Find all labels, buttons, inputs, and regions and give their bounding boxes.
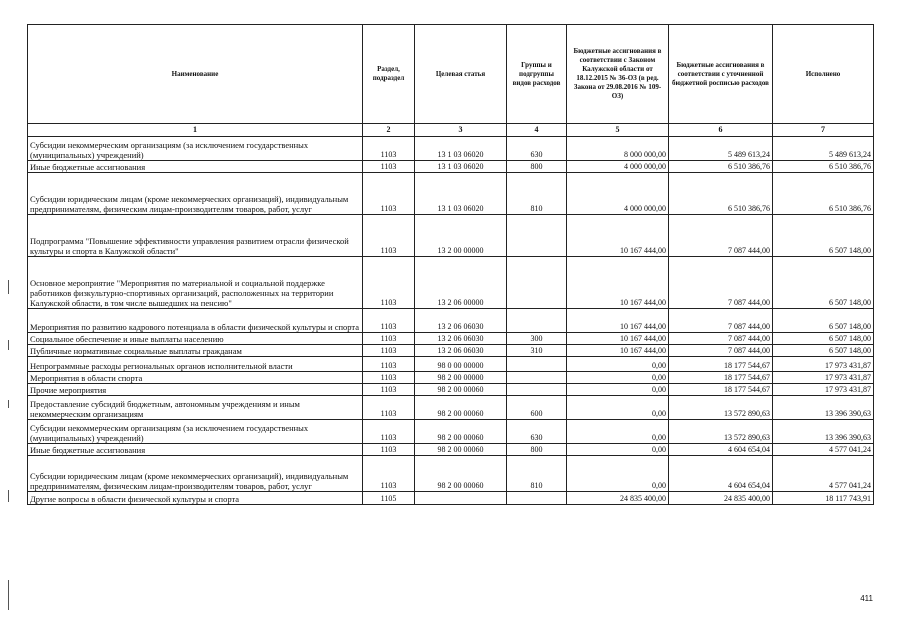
row-budget-refined: 7 087 444,00: [669, 215, 773, 257]
row-target: 13 2 00 00000: [415, 215, 507, 257]
row-section: 1103: [363, 137, 415, 161]
row-group: 800: [507, 161, 567, 173]
header-section: Раздел, подраздел: [363, 25, 415, 124]
row-group: 630: [507, 137, 567, 161]
table-row: [28, 444, 874, 456]
row-target: 13 1 03 06020: [415, 173, 507, 215]
row-group: [507, 215, 567, 257]
row-budget-law: 0,00: [567, 444, 669, 456]
row-name: Мероприятия в области спорта: [28, 372, 363, 384]
row-budget-refined: 18 177 544,67: [669, 372, 773, 384]
table-row: [28, 396, 874, 420]
row-name: Прочие мероприятия: [28, 384, 363, 396]
table-row: [28, 492, 874, 505]
row-budget-law: 10 167 444,00: [567, 215, 669, 257]
row-group: 800: [507, 444, 567, 456]
row-name: Мероприятия по развитию кадрового потенциала в области физической культуры и спорта: [28, 309, 363, 333]
row-budget-refined: 7 087 444,00: [669, 309, 773, 333]
table-body: [28, 137, 874, 505]
row-budget-refined: 13 572 890,63: [669, 420, 773, 444]
row-group: [507, 384, 567, 396]
row-executed: 6 510 386,76: [773, 173, 874, 215]
row-budget-refined: 7 087 444,00: [669, 345, 773, 357]
row-executed: 4 577 041,24: [773, 456, 874, 492]
row-section: 1103: [363, 372, 415, 384]
row-target: 13 2 06 06030: [415, 309, 507, 333]
table-row: [28, 345, 874, 357]
row-executed: 6 507 148,00: [773, 333, 874, 345]
row-executed: 6 507 148,00: [773, 215, 874, 257]
margin-marks: [8, 280, 12, 620]
row-section: 1103: [363, 161, 415, 173]
row-group: [507, 372, 567, 384]
table-row: [28, 384, 874, 396]
row-executed: 18 117 743,91: [773, 492, 874, 505]
row-target: 98 2 00 00060: [415, 420, 507, 444]
row-target: 98 2 00 00000: [415, 372, 507, 384]
header-target: Целевая статья: [415, 25, 507, 124]
row-target: 13 1 03 06020: [415, 137, 507, 161]
row-group: [507, 492, 567, 505]
column-number: 2: [363, 124, 415, 137]
table-row: [28, 333, 874, 345]
row-target: 98 2 00 00060: [415, 396, 507, 420]
row-budget-refined: 6 510 386,76: [669, 161, 773, 173]
row-group: 810: [507, 173, 567, 215]
row-target: 98 2 00 00060: [415, 384, 507, 396]
row-executed: 13 396 390,63: [773, 420, 874, 444]
row-budget-law: 8 000 000,00: [567, 137, 669, 161]
row-section: 1103: [363, 456, 415, 492]
row-executed: 4 577 041,24: [773, 444, 874, 456]
row-budget-refined: 18 177 544,67: [669, 384, 773, 396]
row-section: 1103: [363, 444, 415, 456]
row-group: 810: [507, 456, 567, 492]
row-group: [507, 357, 567, 372]
row-executed: 17 973 431,87: [773, 357, 874, 372]
column-number: 6: [669, 124, 773, 137]
row-budget-refined: 24 835 400,00: [669, 492, 773, 505]
row-group: 300: [507, 333, 567, 345]
table-row: [28, 456, 874, 492]
row-name: Другие вопросы в области физической культуры и спорта: [28, 492, 363, 505]
header-budget-refined: Бюджетные ассигнования в соответствии с уточненной бюджетной росписью расходов: [669, 25, 773, 124]
budget-table: [27, 24, 874, 505]
row-section: 1103: [363, 173, 415, 215]
row-executed: 17 973 431,87: [773, 384, 874, 396]
row-budget-law: 10 167 444,00: [567, 257, 669, 309]
row-budget-law: 0,00: [567, 420, 669, 444]
row-target: 13 1 03 06020: [415, 161, 507, 173]
row-name: Иные бюджетные ассигнования: [28, 444, 363, 456]
row-target: 13 2 06 00000: [415, 257, 507, 309]
table-row: [28, 372, 874, 384]
row-budget-law: 4 000 000,00: [567, 173, 669, 215]
row-budget-law: 10 167 444,00: [567, 333, 669, 345]
table-row: [28, 309, 874, 333]
row-executed: 13 396 390,63: [773, 396, 874, 420]
row-budget-refined: 18 177 544,67: [669, 357, 773, 372]
row-group: 310: [507, 345, 567, 357]
row-budget-refined: 5 489 613,24: [669, 137, 773, 161]
row-budget-refined: 6 510 386,76: [669, 173, 773, 215]
row-executed: 6 510 386,76: [773, 161, 874, 173]
row-budget-law: 0,00: [567, 384, 669, 396]
row-name: Субсидии некоммерческим организациям (за исключением государственных (муниципальных) учреждений): [28, 137, 363, 161]
row-target: 98 0 00 00000: [415, 357, 507, 372]
row-budget-law: 10 167 444,00: [567, 345, 669, 357]
row-budget-refined: 7 087 444,00: [669, 333, 773, 345]
row-executed: 17 973 431,87: [773, 372, 874, 384]
page-number: 411: [860, 594, 873, 603]
row-budget-law: 0,00: [567, 357, 669, 372]
budget-table-sheet: [27, 24, 873, 505]
row-target: [415, 492, 507, 505]
row-section: 1105: [363, 492, 415, 505]
row-budget-law: 24 835 400,00: [567, 492, 669, 505]
row-name: Субсидии юридическим лицам (кроме некоммерческих организаций), индивидуальным предпринимателям, физическим лицам-производителям товаров, работ, услуг: [28, 456, 363, 492]
row-name: Субсидии юридическим лицам (кроме некоммерческих организаций), индивидуальным предпринимателям, физическим лицам-производителям товаров, работ, услуг: [28, 173, 363, 215]
row-budget-law: 0,00: [567, 456, 669, 492]
table-row: [28, 257, 874, 309]
header-groups: Группы и подгруппы видов расходов: [507, 25, 567, 124]
row-name: Подпрограмма "Повышение эффективности управления развитием отрасли физической культуры и спорта в Калужской области": [28, 215, 363, 257]
row-group: 630: [507, 420, 567, 444]
row-section: 1103: [363, 215, 415, 257]
row-target: 98 2 00 00060: [415, 456, 507, 492]
row-section: 1103: [363, 333, 415, 345]
row-executed: 6 507 148,00: [773, 345, 874, 357]
column-number-row: [28, 124, 874, 137]
header-row: [28, 25, 874, 124]
column-number: 1: [28, 124, 363, 137]
header-name: Наименование: [28, 25, 363, 124]
row-budget-refined: 4 604 654,04: [669, 444, 773, 456]
row-name: Публичные нормативные социальные выплаты гражданам: [28, 345, 363, 357]
header-budget-law: Бюджетные ассигнования в соответствии с Законом Калужской области от 18.12.2015 № 36-ОЗ (в ред. Закона от 29.08.2016 № 109-ОЗ): [567, 25, 669, 124]
row-budget-law: 10 167 444,00: [567, 309, 669, 333]
row-name: Основное мероприятие "Мероприятия по материальной и социальной поддержке работников физкультурно-спортивных организаций, расположенных на территории Калужской области, в том числе вышедших на пенсию": [28, 257, 363, 309]
row-section: 1103: [363, 257, 415, 309]
table-row: [28, 357, 874, 372]
row-section: 1103: [363, 345, 415, 357]
row-name: Иные бюджетные ассигнования: [28, 161, 363, 173]
row-section: 1103: [363, 396, 415, 420]
row-name: Социальное обеспечение и иные выплаты населению: [28, 333, 363, 345]
table-row: [28, 137, 874, 161]
row-budget-refined: 13 572 890,63: [669, 396, 773, 420]
row-section: 1103: [363, 357, 415, 372]
row-group: [507, 257, 567, 309]
row-group: [507, 309, 567, 333]
column-number: 3: [415, 124, 507, 137]
row-budget-law: 0,00: [567, 396, 669, 420]
column-number: 7: [773, 124, 874, 137]
row-executed: 6 507 148,00: [773, 257, 874, 309]
row-budget-refined: 4 604 654,04: [669, 456, 773, 492]
row-executed: 5 489 613,24: [773, 137, 874, 161]
row-budget-law: 0,00: [567, 372, 669, 384]
table-row: [28, 420, 874, 444]
row-section: 1103: [363, 384, 415, 396]
row-name: Субсидии некоммерческим организациям (за исключением государственных (муниципальных) учреждений): [28, 420, 363, 444]
row-group: 600: [507, 396, 567, 420]
row-target: 98 2 00 00060: [415, 444, 507, 456]
table-row: [28, 173, 874, 215]
row-target: 13 2 06 06030: [415, 333, 507, 345]
row-budget-law: 4 000 000,00: [567, 161, 669, 173]
row-section: 1103: [363, 420, 415, 444]
row-target: 13 2 06 06030: [415, 345, 507, 357]
row-executed: 6 507 148,00: [773, 309, 874, 333]
row-name: Предоставление субсидий бюджетным, автономным учреждениям и иным некоммерческим организациям: [28, 396, 363, 420]
row-name: Непрограммные расходы региональных органов исполнительной власти: [28, 357, 363, 372]
table-row: [28, 215, 874, 257]
table-row: [28, 161, 874, 173]
column-number: 5: [567, 124, 669, 137]
header-executed: Исполнено: [773, 25, 874, 124]
row-section: 1103: [363, 309, 415, 333]
column-number: 4: [507, 124, 567, 137]
row-budget-refined: 7 087 444,00: [669, 257, 773, 309]
